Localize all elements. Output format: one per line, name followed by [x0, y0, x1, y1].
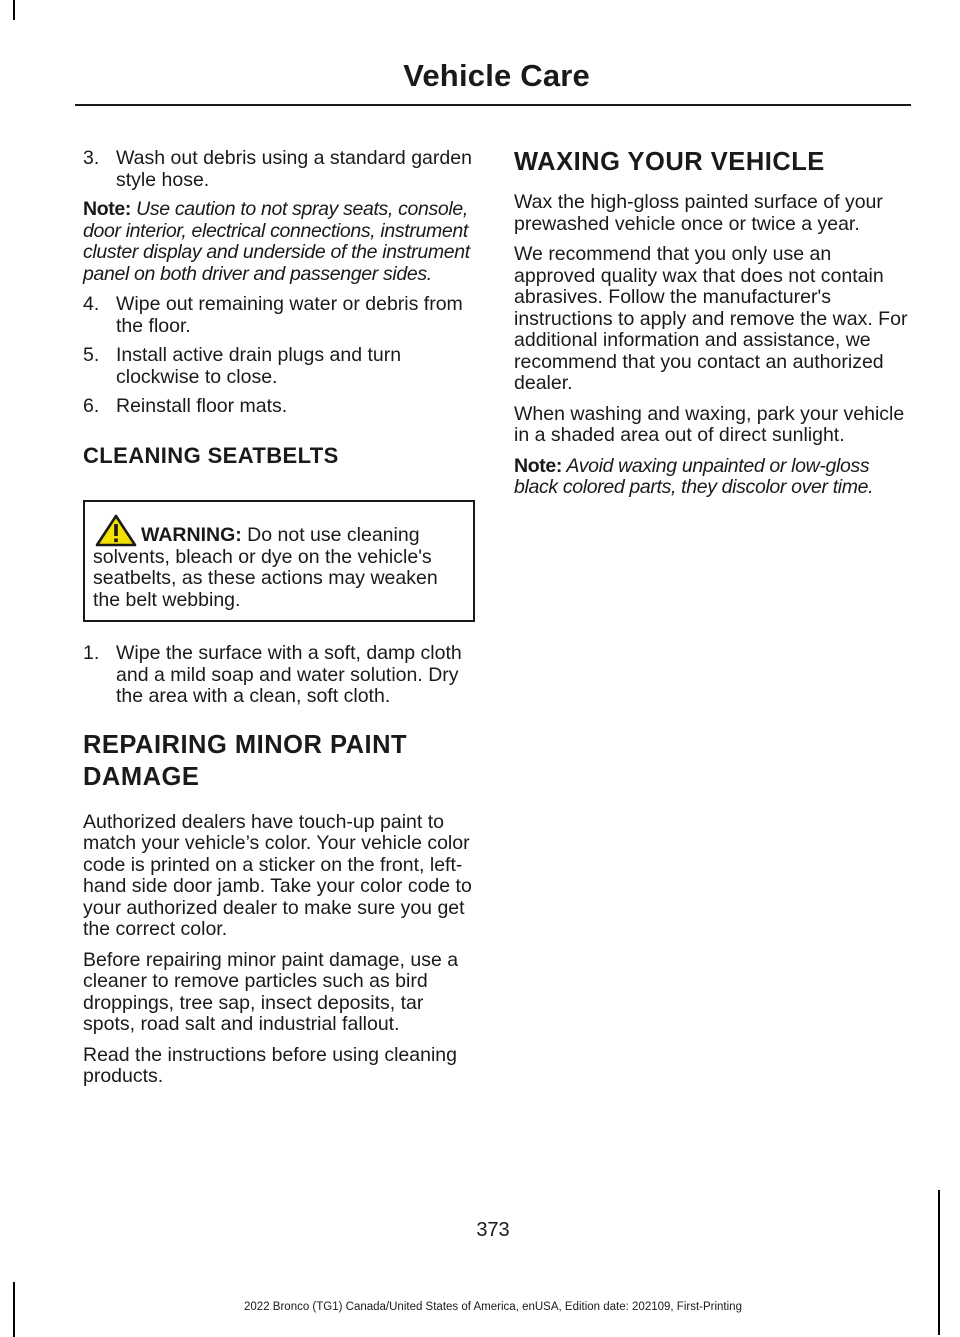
left-column [83, 148, 475, 1097]
paragraph-wax-frequency: Wax the high-gloss painted surface of your prewashed vehicle once or twice a year. [514, 191, 883, 235]
step-number: 1. [83, 642, 100, 664]
step-5 [83, 345, 475, 388]
note-label: Note: [83, 198, 132, 220]
paragraph-shaded-area: When washing and waxing, park your vehicle in a shaded area out of direct sunlight. [514, 402, 905, 446]
warning-box [83, 500, 475, 623]
page-number: 373 [476, 1219, 510, 1241]
heading-line: REPAIRING MINOR PAINT [83, 730, 408, 759]
paragraph-read-instructions: Read the instructions before using cleaning products. [83, 1043, 457, 1087]
page-title: Vehicle Care [403, 58, 590, 93]
step-text: Wipe out remaining water or debris from the floor. [116, 293, 463, 337]
step-text: Wash out debris using a standard garden style hose. [116, 147, 472, 191]
step-1 [83, 643, 475, 708]
note-spray-caution [83, 199, 475, 285]
step-text: Install active drain plugs and turn clockwise to close. [116, 344, 402, 388]
warning-text: Do not use cleaning solvents, bleach or dye on the vehicle's seatbelts, as these actions may weaken the belt webbing. [93, 523, 438, 611]
step-number: 6. [83, 395, 100, 417]
warning-triangle-icon [95, 514, 137, 547]
step-4 [83, 294, 475, 337]
section-heading-cleaning-seatbelts: CLEANING SEATBELTS [83, 442, 339, 468]
section-heading-waxing: WAXING YOUR VEHICLE [514, 148, 825, 176]
crop-mark-top-left [13, 0, 15, 20]
paragraph-cleaner: Before repairing minor paint damage, use a cleaner to remove particles such as bird droppings, tree sap, insect deposits, tar spots, road salt and industrial fallout. [83, 948, 459, 1035]
crop-mark-right-middle [938, 1190, 940, 1335]
step-number: 4. [83, 293, 100, 315]
note-text: Use caution to not spray seats, console, door interior, electrical connections, instrument cluster display and underside of the instrument panel on both driver and passenger sides. [83, 198, 470, 285]
step-3 [83, 148, 475, 191]
right-column [514, 146, 908, 508]
heading-line: DAMAGE [83, 762, 200, 791]
paragraph-touch-up-paint: Authorized dealers have touch-up paint to match your vehicle’s color. Your vehicle color code is printed on a sticker on the front, left-hand side door jamb. Take your color code to your authorized dealer to make sure you get the correct color. [83, 810, 472, 940]
step-number: 5. [83, 344, 100, 366]
paragraph-approved-wax: We recommend that you only use an approved quality wax that does not contain abrasives. Follow the manufacturer's instructions to apply and remove the wax. For additional information and assistance, we recommend that you contact an authorized dealer. [514, 243, 908, 394]
step-6 [83, 396, 475, 418]
step-number: 3. [83, 147, 100, 169]
step-text: Reinstall floor mats. [116, 395, 288, 417]
note-text: Avoid waxing unpainted or low-gloss black colored parts, they discolor over time. [514, 454, 874, 498]
note-label: Note: [514, 454, 563, 477]
header-divider [75, 104, 911, 106]
step-text: Wipe the surface with a soft, damp cloth and a mild soap and water solution. Dry the area with a clean, soft cloth. [116, 642, 462, 707]
section-heading-repairing-paint [83, 729, 475, 793]
edition-footer: 2022 Bronco (TG1) Canada/United States of America, enUSA, Edition date: 202109, First-Printing [244, 1301, 742, 1313]
note-unpainted-parts [514, 456, 908, 499]
warning-label: WARNING: [141, 523, 242, 546]
